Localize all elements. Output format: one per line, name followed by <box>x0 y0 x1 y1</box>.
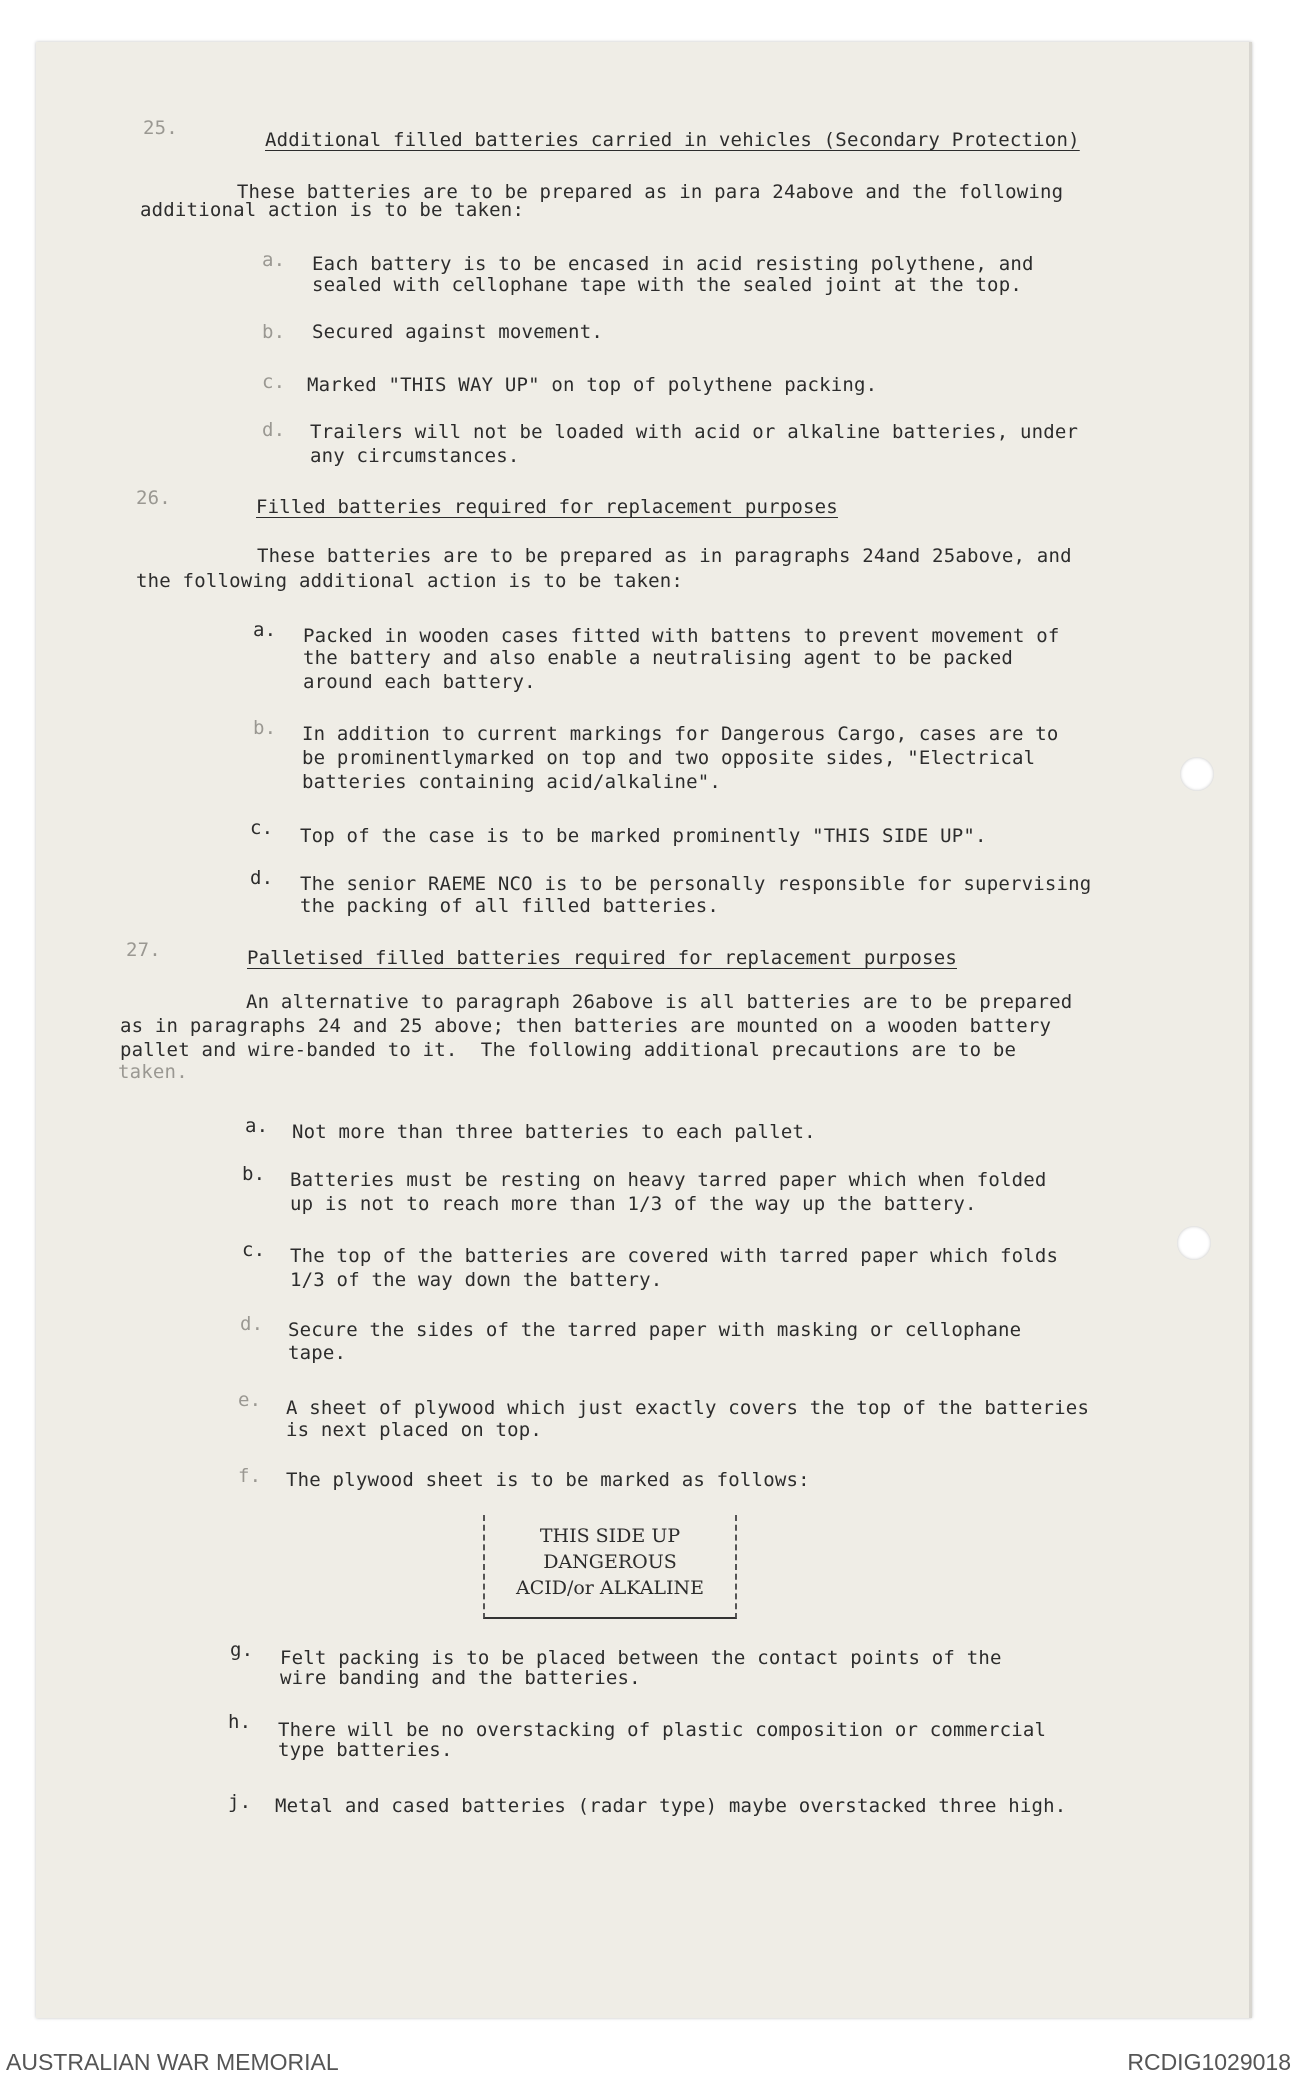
item-line: be prominentlymarked on top and two opposite sides, "Electrical <box>302 747 1036 769</box>
section-27-intro-line: pallet and wire-banded to it. The following additional precautions are to be <box>120 1039 1017 1061</box>
section-27-intro-line: taken. <box>118 1061 188 1083</box>
item-line: sealed with cellophane tape with the sealed joint at the top. <box>312 274 1022 296</box>
section-27-number: 27. <box>126 939 161 961</box>
item-line: type batteries. <box>278 1739 453 1761</box>
item-letter: a. <box>253 619 277 641</box>
item-line: up is not to reach more than 1/3 of the way up the battery. <box>290 1193 977 1215</box>
marking-line: ACID/or ALKALINE <box>515 1577 705 1599</box>
item-letter: b. <box>242 1163 266 1185</box>
item-line: The senior RAEME NCO is to be personally responsible for supervising <box>300 873 1092 895</box>
item-line: The top of the batteries are covered with tarred paper which folds <box>290 1245 1059 1267</box>
section-25-number: 25. <box>143 117 178 139</box>
item-letter: d. <box>262 419 286 441</box>
punch-hole <box>1180 757 1214 791</box>
section-27-heading: Palletised filled batteries required for replacement purposes <box>247 947 957 969</box>
item-letter: a. <box>245 1115 269 1137</box>
section-27-intro-line: An alternative to paragraph 26above is all batteries are to be prepared <box>246 991 1073 1013</box>
section-26-heading: Filled batteries required for replacement purposes <box>256 496 838 518</box>
footer-record-id: RCDIG1029018 <box>1127 2049 1291 2075</box>
item-line: A sheet of plywood which just exactly covers the top of the batteries <box>286 1397 1090 1419</box>
punch-hole <box>1177 1226 1211 1260</box>
item-letter: b. <box>262 321 286 343</box>
item-line: around each battery. <box>303 671 536 693</box>
section-25-intro-line: additional action is to be taken: <box>140 199 525 221</box>
item-line: Metal and cased batteries (radar type) maybe overstacked three high. <box>275 1795 1067 1817</box>
section-25-intro-line: These batteries are to be prepared as in para 24above and the following <box>202 181 1064 203</box>
item-letter: b. <box>253 717 277 739</box>
section-26-intro-line: These batteries are to be prepared as in paragraphs 24and 25above, and <box>257 545 1072 567</box>
item-line: In addition to current markings for Dangerous Cargo, cases are to <box>302 723 1059 745</box>
item-line: 1/3 of the way down the battery. <box>290 1269 663 1291</box>
item-letter: d. <box>240 1313 264 1335</box>
item-letter: e. <box>238 1389 262 1411</box>
item-letter: c. <box>242 1239 266 1261</box>
item-letter: j. <box>228 1791 252 1813</box>
plywood-marking-box <box>483 1515 737 1619</box>
item-line: Batteries must be resting on heavy tarred paper which when folded <box>290 1169 1047 1191</box>
item-line: tape. <box>288 1342 347 1364</box>
item-line: Secured against movement. <box>312 321 603 343</box>
item-line: Packed in wooden cases fitted with battens to prevent movement of <box>303 625 1060 647</box>
item-line: The plywood sheet is to be marked as follows: <box>286 1469 810 1491</box>
item-line: any circumstances. <box>310 445 520 467</box>
item-line: Each battery is to be encased in acid resisting polythene, and <box>312 253 1034 275</box>
marking-line: THIS SIDE UP <box>539 1525 681 1547</box>
item-line: Top of the case is to be marked prominently "THIS SIDE UP". <box>300 825 987 847</box>
item-line: Trailers will not be loaded with acid or alkaline batteries, under <box>310 421 1079 443</box>
section-27-intro-line: as in paragraphs 24 and 25 above; then batteries are mounted on a wooden battery <box>120 1015 1052 1037</box>
item-line: the packing of all filled batteries. <box>300 895 720 917</box>
item-line: the battery and also enable a neutralising agent to be packed <box>303 647 1013 669</box>
item-line: There will be no overstacking of plastic composition or commercial <box>278 1719 1047 1741</box>
item-letter: f. <box>238 1465 262 1487</box>
marking-line: DANGEROUS <box>543 1551 677 1573</box>
item-line: batteries containing acid/alkaline". <box>302 771 722 793</box>
footer-archive-name: AUSTRALIAN WAR MEMORIAL <box>6 2049 339 2075</box>
item-line: wire banding and the batteries. <box>280 1667 641 1689</box>
item-line: is next placed on top. <box>286 1419 543 1441</box>
item-letter: a. <box>262 249 286 271</box>
item-line: Marked "THIS WAY UP" on top of polythene packing. <box>307 374 878 396</box>
section-26-intro-line: the following additional action is to be taken: <box>136 570 684 592</box>
item-letter: d. <box>250 867 274 889</box>
item-line: Secure the sides of the tarred paper with masking or cellophane <box>288 1319 1022 1341</box>
section-25-heading: Additional filled batteries carried in vehicles (Secondary Protection) <box>265 129 1080 151</box>
item-line: Felt packing is to be placed between the contact points of the <box>280 1647 1002 1669</box>
item-letter: c. <box>250 817 274 839</box>
item-line: Not more than three batteries to each pallet. <box>292 1121 816 1143</box>
item-letter: g. <box>230 1639 254 1661</box>
item-letter: h. <box>228 1711 252 1733</box>
section-26-number: 26. <box>136 487 171 509</box>
item-letter: c. <box>262 371 286 393</box>
